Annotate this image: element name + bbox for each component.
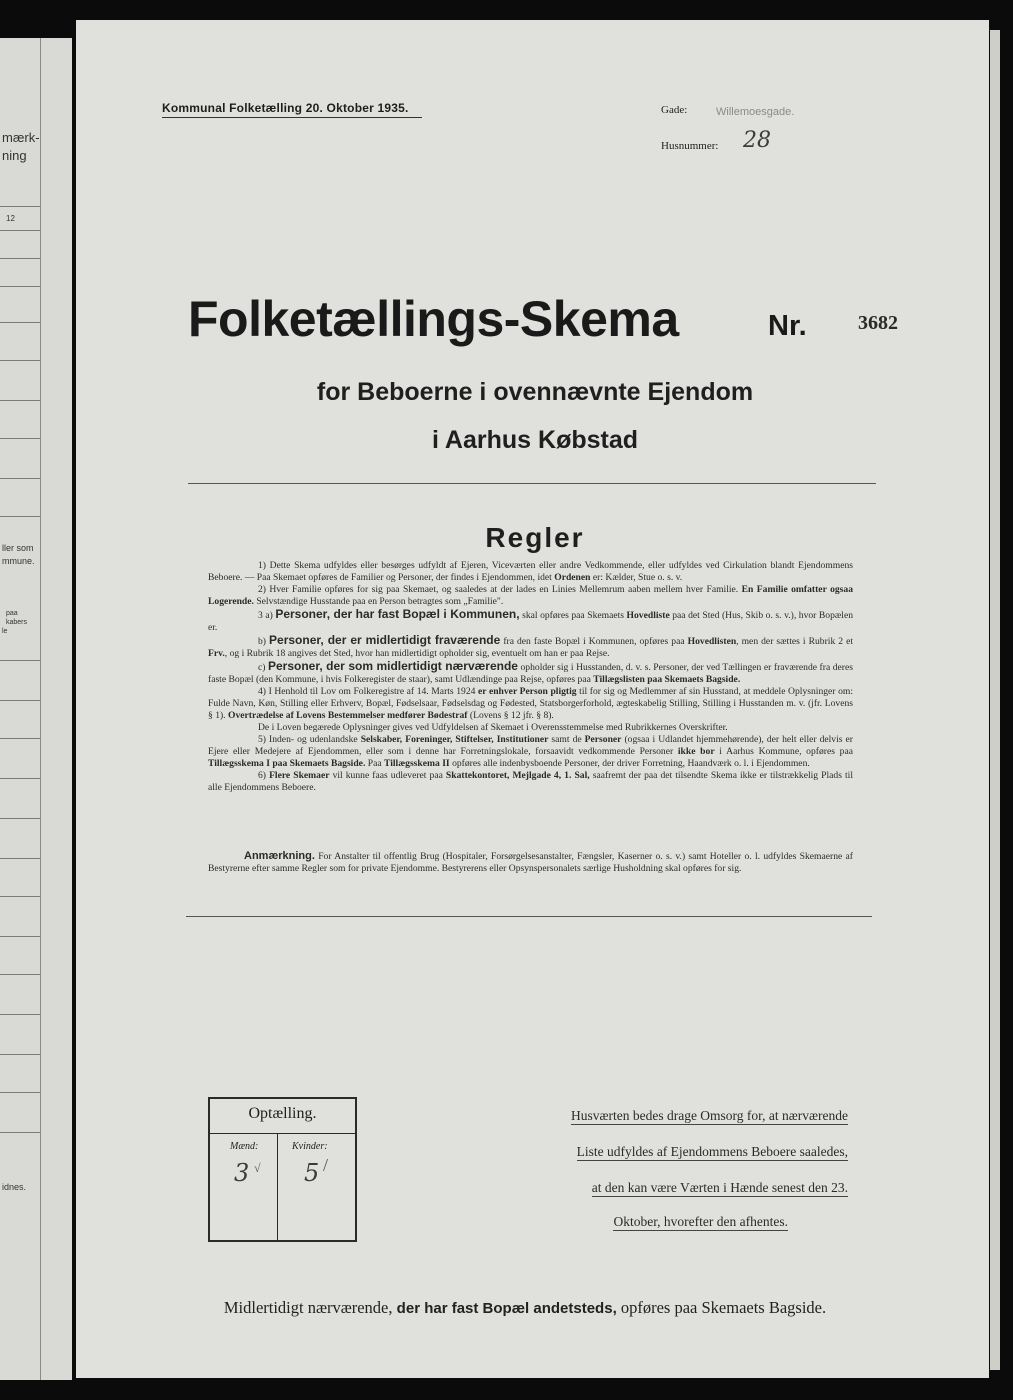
left-rule — [0, 1054, 40, 1055]
count-title-rule — [210, 1133, 355, 1134]
rules-text — [208, 560, 853, 794]
form-subtitle-1: for Beboerne i ovennævnte Ejendom — [316, 378, 754, 406]
left-rule — [0, 1014, 40, 1015]
left-rule — [0, 778, 40, 779]
footer-note — [150, 1298, 900, 1318]
left-fragment: paa — [6, 610, 18, 617]
rule-4: 4) I Henhold til Lov om Folkeregistre af 14. Marts 1924 er enhver Person pligtig til for sig og Medlemmer af sin Husstand, at meddele Oplysninger om: Fulde Navn, Køn, Stilling eller Erhverv, Bopæl, Fødselsaar, Fødselsdag og Fødested, Statsborgerforhold, ægteskabelig Stilling, Stilling i Husstanden m. v. (jfr. Lovens § 1). Overtrædelse af Lovens Bestemmelser medfører Bødestraf (Lovens § 12 jfr. § 8). — [208, 686, 853, 721]
count-title: Optælling. — [248, 1105, 317, 1122]
form-number-value: 3682 — [858, 312, 898, 334]
page-edge — [990, 30, 1000, 1370]
form-title: Folketællings-Skema — [188, 291, 679, 347]
left-rule — [0, 360, 40, 361]
men-check-icon: √ — [254, 1161, 261, 1175]
street-label: Gade: — [661, 104, 688, 116]
footer-part-1: Midlertidigt nærværende, — [223, 1298, 393, 1317]
left-rule — [0, 936, 40, 937]
left-rule — [0, 230, 40, 231]
women-count: 5 — [304, 1159, 320, 1187]
landlord-note-line-2: Liste udfyldes af Ejendommens Beboere saaledes, — [576, 1144, 848, 1159]
left-rule — [0, 974, 40, 975]
landlord-note-line-1: Husværten bedes drage Omsorg for, at nærværende — [570, 1108, 848, 1123]
left-rule — [0, 1092, 40, 1093]
women-label: Kvinder: — [292, 1141, 328, 1152]
left-rule — [0, 516, 40, 517]
women-check-icon: / — [323, 1155, 329, 1175]
rule-5: 5) Inden- og udenlandske Selskaber, Foreninger, Stiftelser, Institutioner samt de Personer (ogsaa i Udlandet hjemmehørende), der helt eller delvis er Ejere eller Medejere af Ejendommen, eller som i denne har Forretningslokale, forsaavidt vedkommende Personer ikke bor i Aarhus Kommune, opføres paa Tillægsskema I paa Skemaets Bagside. Paa Tillægsskema II opføres alle indenbysboende Personer, der driver Forretning, Haandværk o. l. i Ejendommen. — [208, 734, 853, 769]
house-number-value: 28 — [743, 128, 771, 153]
left-fragment: mærk- — [2, 130, 40, 145]
form-subtitle-2: i Aarhus Købstad — [431, 426, 639, 454]
left-fragment: ller som — [2, 543, 34, 553]
left-rule — [0, 286, 40, 287]
left-rule — [0, 478, 40, 479]
note-label: Anmærkning. — [244, 850, 315, 862]
rule-3a: 3 a) Personer, der har fast Bopæl i Kommunen, skal opføres paa Skemaets Hovedliste paa det Sted (Hus, Skib o. s. v.), hvor Bopælen er. — [208, 607, 854, 633]
count-box — [208, 1097, 357, 1242]
rule-3b: b) Personer, der er midlertidigt fraværende fra den faste Bopæl i Kommunen, opføres paa Hovedlisten, men der sættes i Rubrik 2 et Frv., og i Rubrik 18 angives det Sted, hvor han midlertidigt opholder sig, eventuelt om han er paa Rejse. — [208, 633, 854, 659]
left-rule — [0, 322, 40, 323]
landlord-note-line-3: at den kan være Værten i Hænde senest den 23. — [591, 1180, 848, 1195]
left-fragment: ning — [2, 148, 27, 163]
count-column-divider — [277, 1133, 278, 1240]
left-rule — [0, 738, 40, 739]
left-rule — [0, 660, 40, 661]
left-rule — [0, 1132, 40, 1133]
men-count: 3 — [234, 1159, 250, 1187]
rule-4b: De i Loven begærede Oplysninger gives ved Udfyldelsen af Skemaet i Overensstemmelse med Rubrikkernes Overskrifter. — [258, 722, 728, 733]
census-title-underline — [162, 117, 422, 118]
title-divider — [188, 483, 876, 484]
men-label: Mænd: — [230, 1141, 259, 1152]
rules-heading: Regler — [485, 522, 585, 553]
note-text: For Anstalter til offentlig Brug (Hospitaler, Forsørgelsesanstalter, Fængsler, Kaserner o. s. v.) samt Hoteller o. l. udfyldes Skemaerne af Bestyrerne efter samme Regler som for private Ejendomme. Bestyrerens eller Opsynspersonalets særlige Husholdning skal opføres for sig. — [208, 851, 853, 874]
street-value: Willemoesgade. — [716, 106, 795, 118]
landlord-note-line-4: Oktober, hvorefter den afhentes. — [613, 1214, 788, 1229]
left-rule — [0, 258, 40, 259]
left-rule — [0, 818, 40, 819]
note-divider — [186, 916, 872, 917]
rule-2: 2) Hver Familie opføres for sig paa Skemaet, og saaledes at der lades en Linies Mellemrum aaben mellem hver Familie. En Familie omfatter ogsaa Logerende. Selvstændige Husstande paa en Person betragtes som „Familie". — [208, 584, 853, 607]
rule-1: 1) Dette Skema udfyldes eller besørges udfyldt af Ejeren, Viceværten eller andre Vedkommende, eller udfyldes ved Cirkulation blandt Ejendommens Beboere. — Paa Skemaet opføres de Familier og Personer, der findes i Ejendommen, idet Ordenen er: Kælder, Stue o. s. v. — [208, 560, 853, 583]
form-number-label: Nr. — [768, 310, 807, 342]
rule-3c: c) Personer, der som midlertidigt nærværende opholder sig i Husstanden, d. v. s. Personer, der ved Tællingen er fraværende fra deres faste Bopæl (den Kommune, i hvis Folkeregister de staar), samt Udlændinge paa Rejse, opføres paa Tillægslisten paa Skemaets Bagside. — [208, 659, 853, 685]
left-rule — [0, 400, 40, 401]
left-rule — [0, 206, 40, 207]
left-fragment: mmune. — [2, 556, 35, 566]
left-page-divider — [40, 38, 41, 1380]
left-fragment: le — [2, 628, 8, 635]
note-block — [208, 850, 853, 875]
left-rule — [0, 700, 40, 701]
census-title: Kommunal Folketælling 20. Oktober 1935. — [162, 101, 409, 115]
house-number-label: Husnummer: — [661, 140, 719, 152]
left-fragment: kabers — [6, 619, 28, 626]
left-rule — [0, 858, 40, 859]
footer-part-3: opføres paa Skemaets Bagside. — [616, 1298, 827, 1317]
left-fragment: idnes. — [2, 1182, 27, 1192]
left-rule — [0, 438, 40, 439]
left-fragment: 12 — [6, 214, 15, 223]
left-page-strip — [0, 38, 72, 1380]
left-rule — [0, 896, 40, 897]
rule-6: 6) Flere Skemaer vil kunne faas udleveret paa Skattekontoret, Mejlgade 4, 1. Sal, saafremt der paa det tilsendte Skema ikke er tilstrækkelig Plads til alle Ejendommens Beboere. — [208, 770, 853, 793]
footer-part-2: der har fast Bopæl andetsteds, — [392, 1300, 617, 1317]
